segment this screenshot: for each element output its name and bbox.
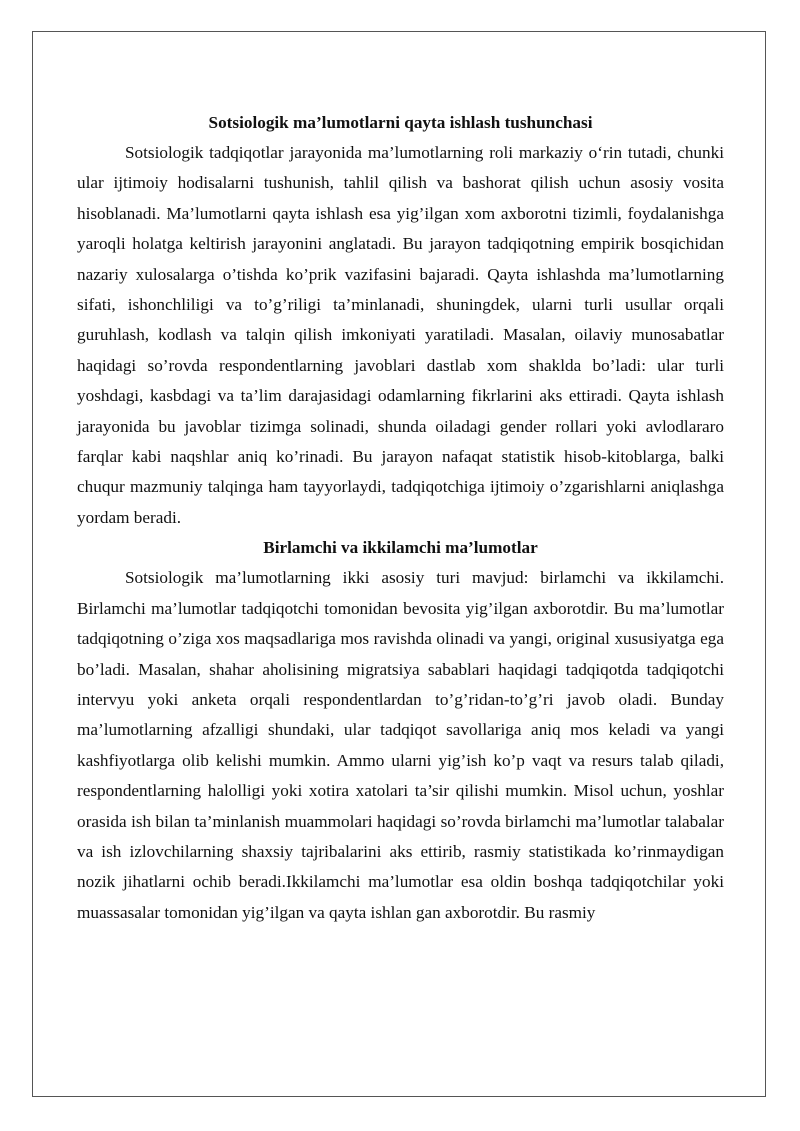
document-body: [77, 108, 724, 928]
paragraph-primary-secondary-data: Sotsiologik ma’lumotlarning ikki asosiy turi mavjud: birlamchi va ikkilamchi. Birlamchi ma’lumotlar tadqiqotchi tomonidan bevosita yig’ilgan axborotdir. Bu ma’lumotlar tadqiqotning o’ziga xos maqsadlariga mos ravishda olinadi va yangi, original xususiyatga ega bo’ladi. Masalan, shahar aholisining migratsiya sabablari haqidagi tadqiqotda tadqiqotchi intervyu yoki anketa orqali respondentlardan to’g’ridan-to’g’ri javob oladi. Bunday ma’lumotlarning afzalligi shundaki, ular tadqiqot savollariga aniq mos keladi va yangi kashfiyotlarga olib kelishi mumkin. Ammo ularni yig’ish ko’p vaqt va resurs talab qiladi, respondentlarning halolligi yoki xotira xatolari ta’sir qilishi mumkin. Misol uchun, yoshlar orasida ish bilan ta’minlanish muammolari haqidagi so’rovda birlamchi ma’lumotlar talabalar va ish izlovchilarning shaxsiy tajribalarini aks ettirib, rasmiy statistikada ko’rinmaydigan nozik jihatlarni ochib beradi.Ikkilamchi ma’lumotlar esa oldin boshqa tadqiqotchilar yoki muassasalar tomonidan yig’ilgan va qayta ishlan gan axborotdir. Bu rasmiy: [77, 568, 724, 922]
section-heading-primary-secondary-data: Birlamchi va ikkilamchi ma’lumotlar: [263, 538, 538, 558]
paragraph-data-processing: Sotsiologik tadqiqotlar jarayonida ma’lumotlarning roli markaziy o‘rin tutadi, chunki ular ijtimoiy hodisalarni tushunish, tahlil qilish va bashorat qilish uchun asosiy vosita hisoblanadi. Ma’lumotlarni qayta ishlash esa yig’ilgan xom axborotni tizimli, foydalanishga yaroqli holatga keltirish jarayonini anglatadi. Bu jarayon tadqiqotning empirik bosqichidan nazariy xulosalarga o’tishda ko’prik vazifasini bajaradi. Qayta ishlashda ma’lumotlarning sifati, ishonchliligi va to’g’riligi ta’minlanadi, shuningdek, ularni turli usullar orqali guruhlash, kodlash va talqin qilish imkoniyati yaratiladi. Masalan, oilaviy munosabatlar haqidagi so’rovda respondentlarning javoblari dastlab xom shaklda bo’ladi: ular turli yoshdagi, kasbdagi va ta’lim darajasidagi odamlarning fikrlarini aks ettiradi. Qayta ishlash jarayonida bu javoblar tizimga solinadi, shunda oiladagi gender rollari yoki avlodlararo farqlar kabi naqshlar aniq ko’rinadi. Bu jarayon nafaqat statistik hisob-kitoblarga, balki chuqur mazmuniy talqinga ham tayyorlaydi, tadqiqotchiga ijtimoiy o’zgarishlarni aniqlashga yordam beradi.: [77, 143, 724, 527]
section-heading-data-processing: Sotsiologik ma’lumotlarni qayta ishlash tushunchasi: [208, 113, 593, 132]
